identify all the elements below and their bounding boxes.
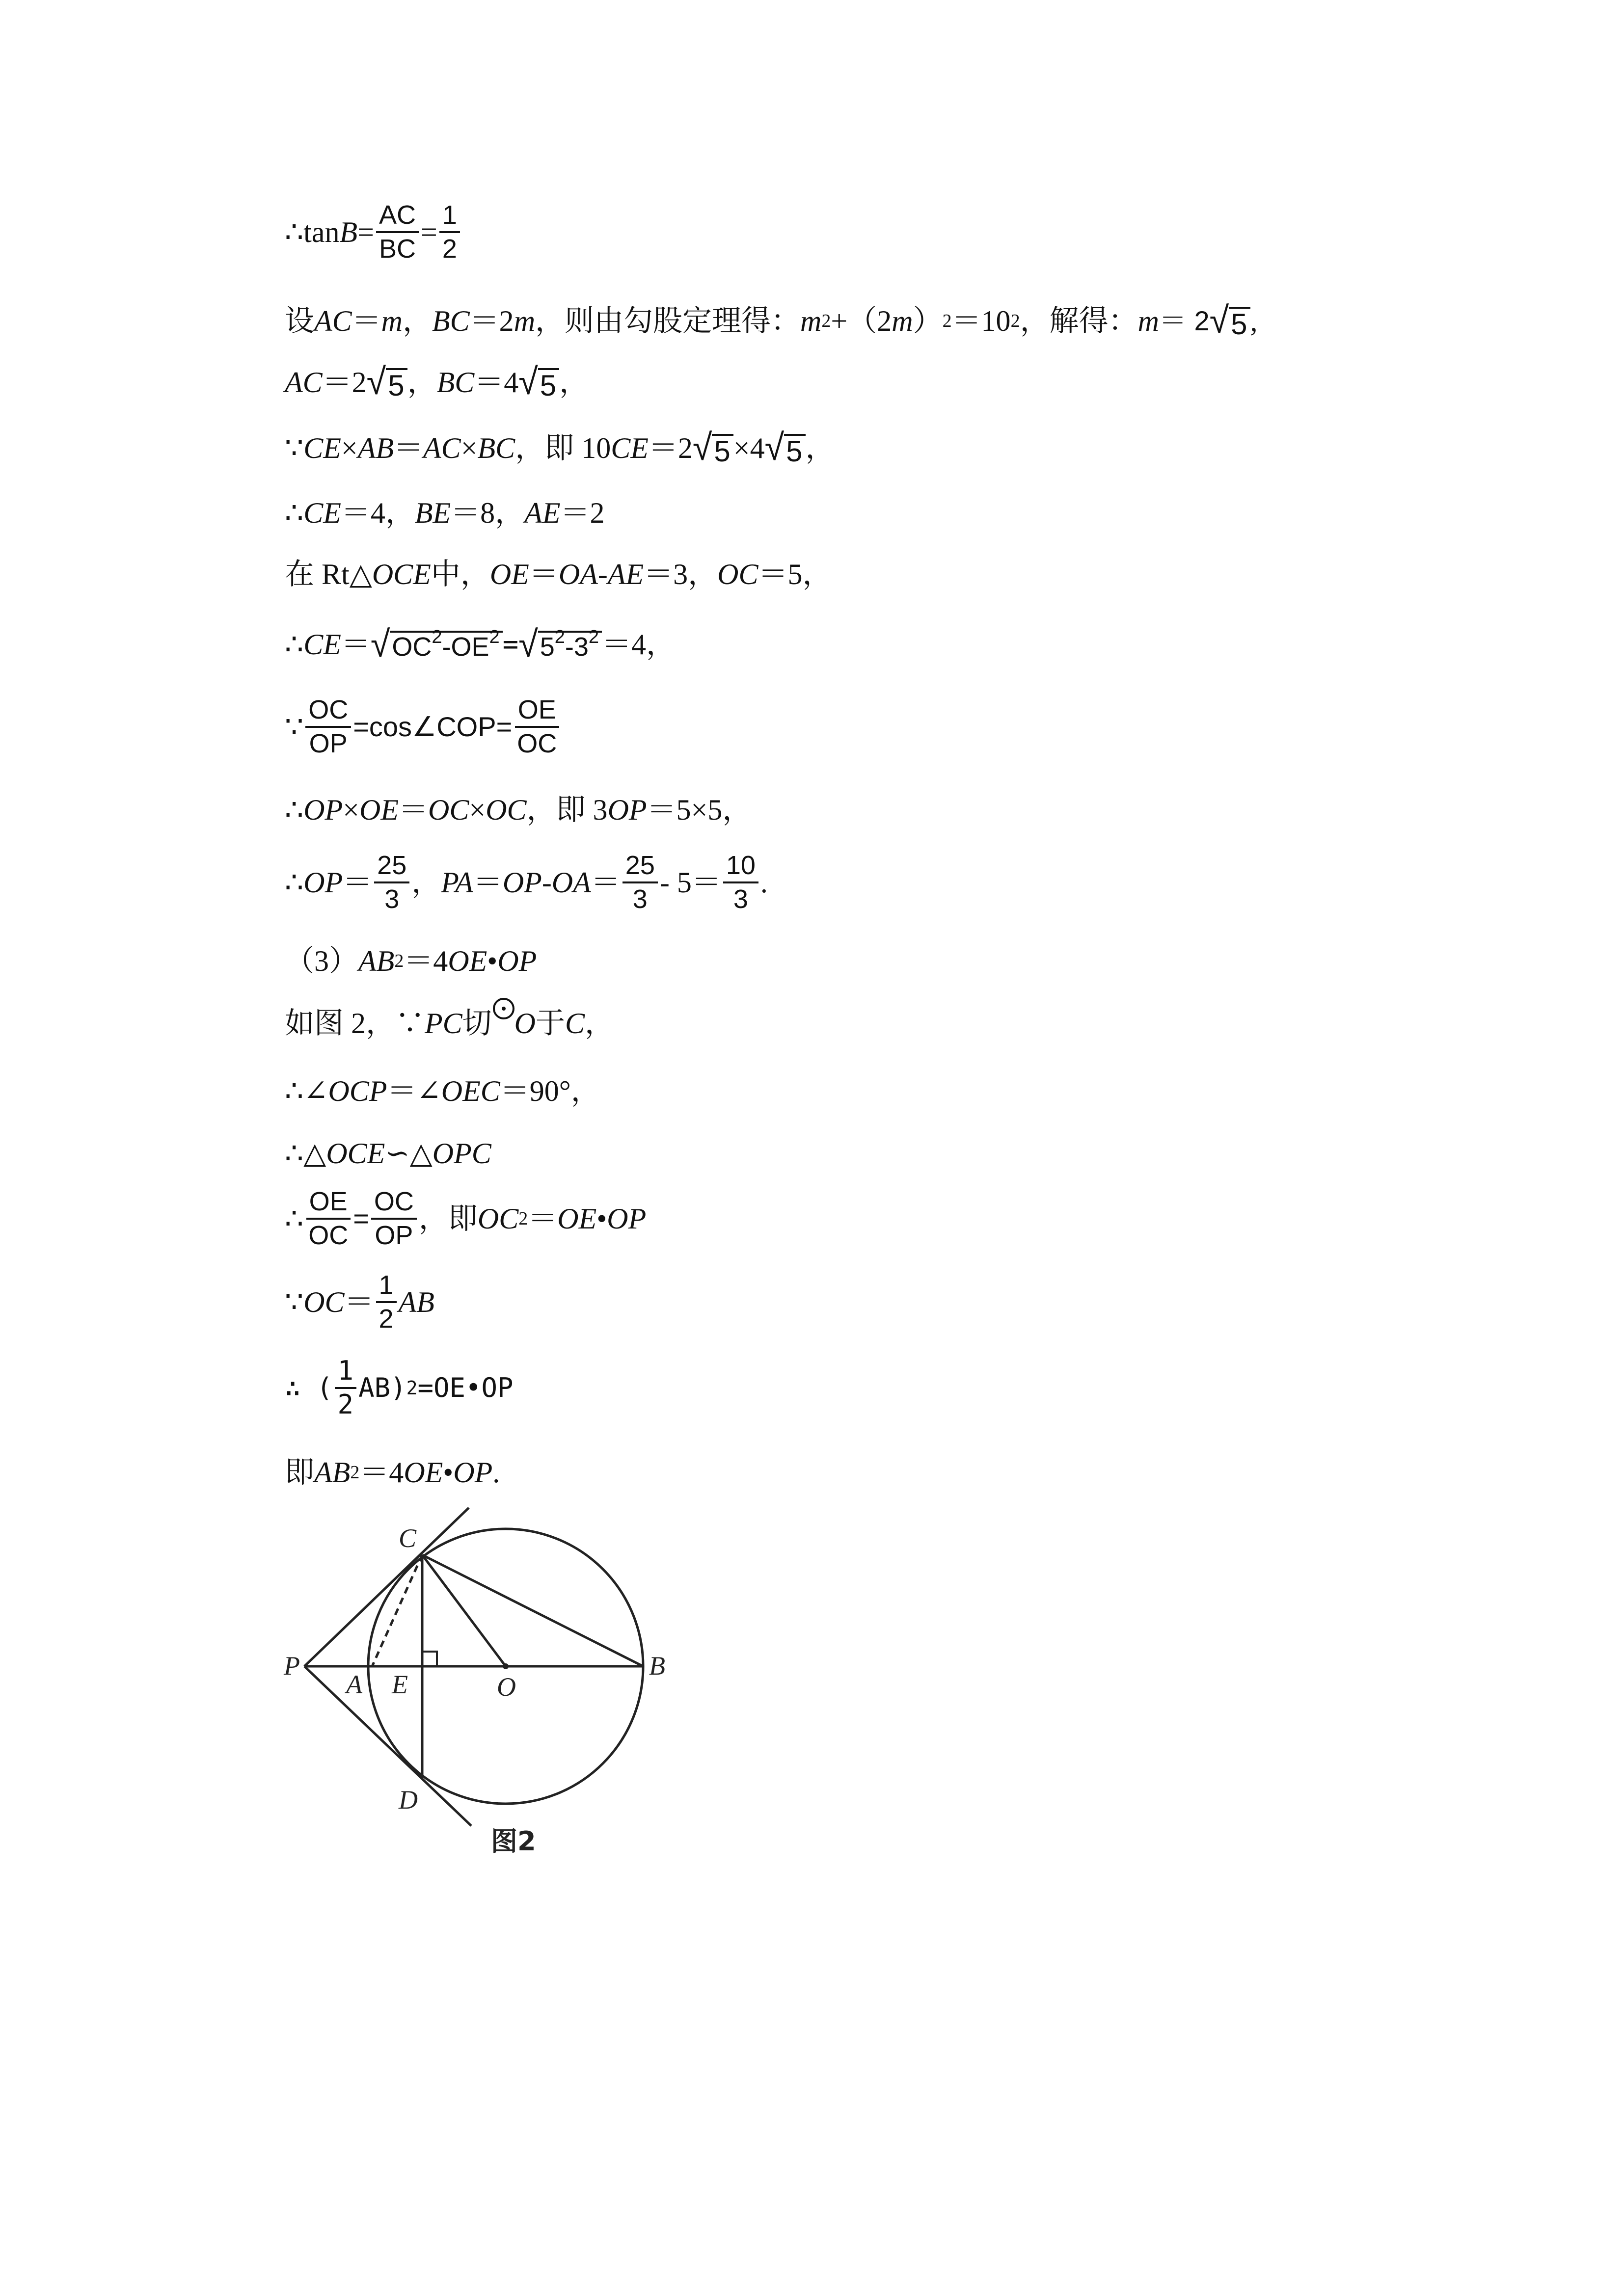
text: = [421,215,437,248]
var: PC [425,1007,462,1040]
radical: √ $OC^2-OE^2$ [371,627,503,662]
text: ∴ ( [285,1372,333,1403]
text: 即 [285,1456,314,1489]
var: BE [414,497,451,529]
text: ∴tan [285,215,340,248]
text: - [541,866,552,899]
fraction [374,852,409,913]
numerator: 1 [376,1271,397,1303]
label-a: A [346,1670,362,1699]
var: OCP [328,1075,387,1107]
fraction [723,852,758,913]
fraction [371,1188,417,1249]
denominator: BC [379,234,416,264]
text: ∴ [285,628,304,661]
text: ＝4 [359,1456,404,1489]
radicand: 5 [538,368,559,400]
text: . [760,866,768,899]
text: ，解得： [1020,305,1138,337]
fraction [623,852,658,913]
var: BC [432,305,470,337]
text: × [460,432,478,464]
var: OA [558,558,598,590]
var: OC [486,794,527,826]
fraction [376,1271,397,1333]
text: = [357,215,374,248]
text: 切 [462,1007,492,1040]
figure-caption: 图2 [491,1826,536,1855]
var: OP [497,945,537,977]
radical: √ 5 [1210,303,1250,339]
numerator: OE [515,696,559,728]
text: ， [411,866,441,899]
text: 在 Rt△ [285,558,372,590]
text: 5 [540,632,555,662]
exponent: 2 [489,627,500,647]
var: CE [611,432,649,464]
fraction [305,696,351,757]
var: AE [607,558,644,590]
line-14 [285,1139,491,1168]
text: = [502,629,519,660]
text: ∴△ [285,1137,326,1170]
line-13 [285,1076,600,1106]
segment-cb [422,1555,643,1666]
var: OP [607,1202,647,1235]
text: × [341,432,358,464]
text: ＝ [344,1285,374,1318]
text: ∵ [285,1285,304,1318]
text: -3 [565,632,589,662]
radicand [538,627,602,662]
var: AE [524,497,561,529]
radical: √ $5^2-3^2$ [518,627,602,662]
line-9 [285,795,752,825]
line-4 [285,427,835,468]
exponent: 2 [588,627,599,647]
line-10 [285,852,768,913]
text: = [353,1202,369,1234]
text: ，即 10 [515,432,611,464]
var: BC [477,432,515,464]
text: ＝∠ [387,1075,441,1107]
text: 设 [285,305,314,337]
fraction [305,1188,351,1249]
text: ＝2 [469,305,514,337]
line-17: ∴ ( $\frac{1}{2}$ AB) 2 =OE•OP [285,1355,514,1420]
radical: √ 5 [518,364,559,400]
var: OP [502,866,542,899]
text: ＝2 [648,432,693,464]
var: OE [359,794,399,826]
fraction [335,1357,357,1418]
text: 如图 2，∵ [285,1007,425,1040]
text: ＝ [352,305,381,337]
var: AC [285,366,323,399]
radical: √ 5 [367,364,407,400]
numerator: 10 [723,852,758,883]
text: ∴ [285,1202,304,1235]
var: OC [428,794,469,826]
fraction [514,696,560,757]
text: ＝90°， [500,1075,600,1107]
center-dot [503,1663,509,1669]
var: m [381,305,403,337]
text: ＝4， [602,628,676,661]
var: BC [436,366,475,399]
var: OP [303,794,343,826]
text: ＝5×5， [647,794,752,826]
numerator: OC [371,1188,417,1220]
text: . [492,1456,500,1489]
line-15: ∴ $\frac{OE}{OC}$ = $\frac{OC}{OP}$ ，即 OC 2 ＝ OE • OP [285,1187,647,1250]
var: OPC [432,1137,491,1170]
text: ＝ 2 [1159,305,1210,336]
var: CE [303,497,341,529]
radicand [390,627,502,662]
text: ＝4 [404,945,448,977]
denominator: 3 [733,884,748,914]
var: AC [423,432,461,464]
denominator: 2 [379,1304,394,1334]
text: ＝5， [758,558,832,590]
text: ＝3， [644,558,718,590]
line-11: （3） AB 2 ＝4 OE • OP [285,945,537,977]
var: OP [453,1456,493,1489]
text: ， [559,366,589,399]
text: ∴ [285,794,304,826]
text: ） [913,305,943,337]
text: ＝8， [451,497,525,529]
radicand: 5 [712,434,733,466]
line-7 [285,624,676,665]
text: - 5＝ [659,866,721,899]
text: ∴ [285,497,304,529]
radicand: 5 [1229,307,1250,339]
text: （3） [285,945,358,977]
text: ＝2 [322,366,367,399]
text: ∴ [285,866,304,899]
numerator: 25 [623,852,658,883]
numerator: AC [376,201,419,233]
var: AB [358,945,395,977]
text: ， [403,305,433,337]
text: ＝ [473,866,503,899]
text: AB) [358,1372,406,1403]
line-16 [285,1271,434,1333]
denominator: 3 [384,884,400,914]
radical: √ 5 [765,430,806,466]
var: OP [607,794,647,826]
text: OC [392,632,432,662]
var: OE [489,558,529,590]
var: OP [303,866,343,899]
var: PA [441,866,473,899]
text: ∽△ [385,1137,433,1170]
text: • [596,1202,607,1235]
text: × [343,794,360,826]
var: OE [448,945,487,977]
var: OE [404,1456,443,1489]
denominator: 2 [442,234,457,264]
text: • [487,945,498,977]
text: 中， [431,558,490,590]
text: ∵ [285,710,304,743]
text: ＝ [591,866,621,899]
text: =cos∠COP= [353,711,513,742]
text: +（2 [831,305,892,337]
var: O [514,1007,536,1040]
var: B [339,215,358,248]
text: 于 [536,1007,566,1040]
var: AB [398,1285,434,1318]
var: OC [303,1285,345,1318]
denominator: OP [309,728,348,758]
var: OEC [441,1075,500,1107]
numerator: 25 [374,852,409,883]
var: OC [717,558,758,590]
line-18: 即 AB 2 ＝4 OE • OP . [285,1456,500,1489]
label-p: P [284,1651,300,1681]
line-1 [285,201,462,263]
line-2: 设 AC ＝ m ， BC ＝2 m ，则由勾股定理得： m 2 +（2 m ） 2 ＝10 2 ，解得： m ＝ 2 √ 5 , [285,299,1258,341]
var: OA [551,866,591,899]
label-o: O [497,1672,516,1702]
var: CE [303,628,341,661]
numerator: 1 [335,1357,357,1389]
text: -OE [442,632,489,662]
text: ＝ [399,794,428,826]
segment-co [422,1555,506,1666]
radical: √ 5 [693,430,733,466]
text: - [597,558,608,590]
tangent-pd [304,1666,471,1826]
denominator: 3 [632,884,648,914]
line-8 [285,696,562,757]
denominator: OC [517,728,557,758]
text: =OE•OP [417,1372,514,1403]
label-b: B [649,1651,665,1681]
text: ，即 [418,1202,478,1235]
text: ， [407,366,437,399]
text: ×4 [733,432,765,464]
fraction [376,201,419,263]
label-d: D [399,1785,418,1815]
text: ，则由勾股定理得： [535,305,801,337]
radicand: 5 [784,434,805,466]
text: ＝ [394,432,424,464]
var: CE [303,432,341,464]
denominator: 2 [337,1388,354,1420]
text: ＝ [529,558,559,590]
var: OCE [372,558,431,590]
text: × [469,794,486,826]
text: ＝4， [341,497,415,529]
label-c: C [399,1523,417,1553]
var: C [565,1007,585,1040]
var: m [800,305,822,337]
numerator: 1 [439,201,460,233]
line-12 [285,1009,614,1038]
var: OC [477,1202,519,1235]
line-3 [285,361,589,402]
exponent: 2 [554,627,565,647]
var: OCE [326,1137,385,1170]
line-6 [285,560,832,589]
tangent-pc [304,1508,469,1666]
var: AB [357,432,394,464]
exponent: 2 [432,627,442,647]
text: ＝2 [560,497,605,529]
text: ∴∠ [285,1075,328,1107]
text: ＝ [343,866,373,899]
radicand: 5 [386,368,407,400]
circle-dot-icon [492,1009,514,1038]
text: , [1250,305,1258,337]
text: ， [585,1007,615,1040]
text: ＝10 [951,305,1011,337]
text: • [443,1456,454,1489]
var: m [514,305,536,337]
text: ＝ [341,628,371,661]
numerator: OE [306,1188,351,1220]
right-angle-mark [422,1652,437,1666]
text: ∵ [285,432,304,464]
var: AB [314,1456,351,1489]
text: ， [805,432,835,464]
geometry-figure [275,1502,677,1855]
var: m [1137,305,1159,337]
denominator: OP [375,1220,413,1250]
fraction [439,201,460,263]
text: ＝ [528,1202,558,1235]
denominator: OC [308,1220,349,1250]
label-e: E [392,1670,408,1699]
var: AC [314,305,352,337]
line-5 [285,498,604,528]
text: ＝4 [474,366,519,399]
text: ，即 3 [526,794,608,826]
numerator: OC [305,696,351,728]
var: OE [557,1202,597,1235]
var: m [892,305,913,337]
